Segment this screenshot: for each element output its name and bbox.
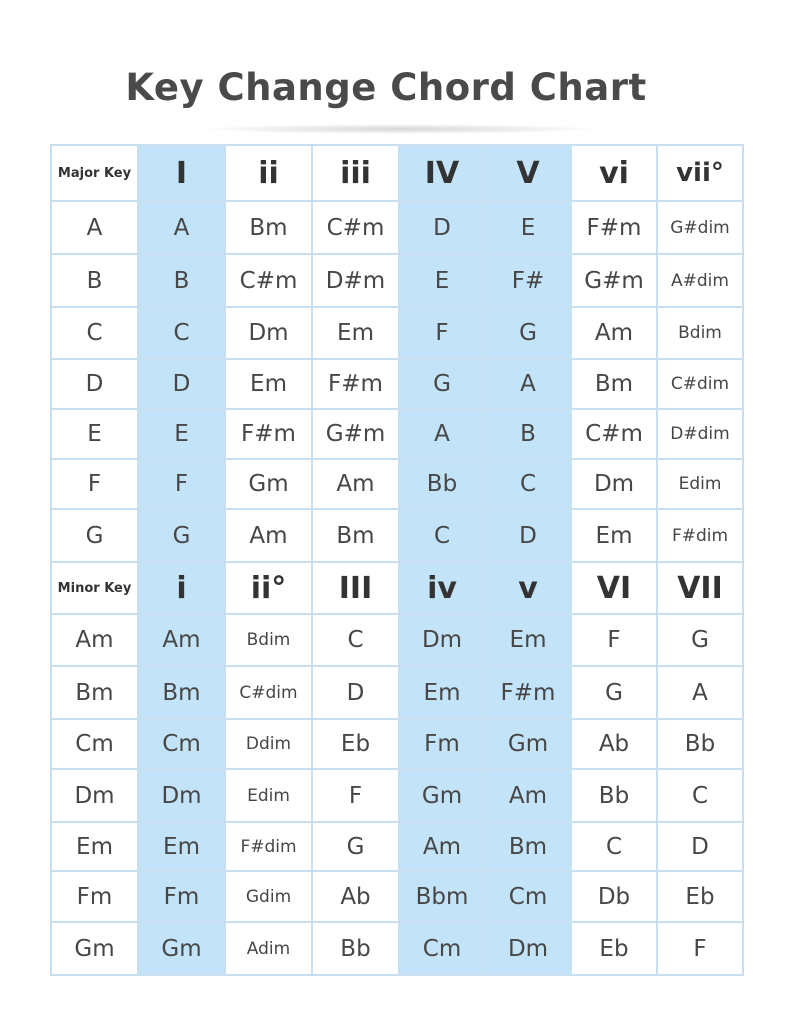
- chord-cell: Bdim: [657, 307, 743, 359]
- major-chord-row: [51, 254, 743, 307]
- chord-cell: F: [138, 459, 225, 509]
- chord-cell: E: [399, 254, 485, 307]
- chord-cell: C#dim: [657, 359, 743, 409]
- chord-cell: Dm: [571, 459, 657, 509]
- chord-cell: B: [485, 409, 571, 459]
- major-header-row: [51, 145, 743, 201]
- chord-cell: Am: [485, 769, 571, 822]
- chord-cell: G: [485, 307, 571, 359]
- chord-cell: Am: [225, 509, 312, 562]
- chord-cell: Fm: [399, 719, 485, 769]
- chord-cell: Em: [571, 509, 657, 562]
- minor-degree-header: VII: [657, 562, 743, 614]
- major-chord-row: [51, 307, 743, 359]
- major-key-cell: C: [51, 307, 138, 359]
- chord-cell: Gm: [485, 719, 571, 769]
- chord-cell: F: [657, 922, 743, 975]
- minor-degree-header: i: [138, 562, 225, 614]
- chord-cell: Bb: [571, 769, 657, 822]
- chord-cell: Gm: [399, 769, 485, 822]
- chord-cell: C: [485, 459, 571, 509]
- chord-cell: B: [138, 254, 225, 307]
- chord-cell: G: [138, 509, 225, 562]
- chord-cell: G: [312, 822, 399, 871]
- major-chord-row: [51, 509, 743, 562]
- minor-chord-row: [51, 666, 743, 719]
- page-title: Key Change Chord Chart: [125, 66, 647, 109]
- chord-cell: D: [138, 359, 225, 409]
- chord-cell: G#dim: [657, 201, 743, 254]
- chord-cell: D#m: [312, 254, 399, 307]
- minor-degree-header: ii°: [225, 562, 312, 614]
- chord-cell: Bb: [312, 922, 399, 975]
- major-degree-header: V: [485, 145, 571, 201]
- chord-cell: A#dim: [657, 254, 743, 307]
- chord-cell: Edim: [657, 459, 743, 509]
- chord-cell: Ddim: [225, 719, 312, 769]
- major-key-cell: E: [51, 409, 138, 459]
- chord-cell: C#dim: [225, 666, 312, 719]
- chord-cell: Ab: [571, 719, 657, 769]
- chord-cell: Em: [399, 666, 485, 719]
- minor-chord-row: [51, 719, 743, 769]
- major-degree-header: iii: [312, 145, 399, 201]
- chord-cell: Dm: [138, 769, 225, 822]
- minor-degree-header: VI: [571, 562, 657, 614]
- chord-cell: Dm: [485, 922, 571, 975]
- chord-cell: Edim: [225, 769, 312, 822]
- chord-cell: Fm: [138, 871, 225, 922]
- chord-cell: F#dim: [657, 509, 743, 562]
- chord-cell: E: [485, 201, 571, 254]
- minor-key-label: Minor Key: [51, 562, 138, 614]
- chord-cell: Bbm: [399, 871, 485, 922]
- chord-cell: F#: [485, 254, 571, 307]
- chord-cell: D: [312, 666, 399, 719]
- major-degree-header: vii°: [657, 145, 743, 201]
- chord-cell: C: [657, 769, 743, 822]
- chord-cell: F#dim: [225, 822, 312, 871]
- chord-cell: Em: [138, 822, 225, 871]
- chord-cell: D#dim: [657, 409, 743, 459]
- major-chord-row: [51, 459, 743, 509]
- chord-chart-table: [50, 144, 744, 976]
- minor-key-cell: Bm: [51, 666, 138, 719]
- minor-chord-row: [51, 922, 743, 975]
- major-chord-row: [51, 409, 743, 459]
- major-key-label: Major Key: [51, 145, 138, 201]
- minor-chord-row: [51, 614, 743, 666]
- chord-cell: Eb: [571, 922, 657, 975]
- chord-cell: Em: [312, 307, 399, 359]
- chord-cell: C#m: [571, 409, 657, 459]
- chord-cell: C: [399, 509, 485, 562]
- chord-cell: G: [399, 359, 485, 409]
- major-chord-row: [51, 359, 743, 409]
- chord-cell: A: [138, 201, 225, 254]
- chord-cell: C: [138, 307, 225, 359]
- minor-key-cell: Em: [51, 822, 138, 871]
- minor-degree-header: v: [485, 562, 571, 614]
- chord-cell: D: [399, 201, 485, 254]
- chord-cell: Bdim: [225, 614, 312, 666]
- major-degree-header: I: [138, 145, 225, 201]
- major-degree-header: vi: [571, 145, 657, 201]
- chord-cell: Db: [571, 871, 657, 922]
- minor-header-row: [51, 562, 743, 614]
- chord-cell: G: [571, 666, 657, 719]
- chord-cell: G#m: [571, 254, 657, 307]
- minor-key-cell: Am: [51, 614, 138, 666]
- chord-cell: Bb: [399, 459, 485, 509]
- chord-cell: E: [138, 409, 225, 459]
- chord-cell: Dm: [399, 614, 485, 666]
- chord-cell: Ab: [312, 871, 399, 922]
- chord-cell: Bm: [225, 201, 312, 254]
- major-key-cell: B: [51, 254, 138, 307]
- chord-cell: Gm: [225, 459, 312, 509]
- major-key-cell: G: [51, 509, 138, 562]
- chord-cell: Gm: [138, 922, 225, 975]
- chord-cell: F#m: [225, 409, 312, 459]
- chord-cell: C#m: [225, 254, 312, 307]
- minor-degree-header: III: [312, 562, 399, 614]
- chord-cell: F#m: [571, 201, 657, 254]
- chord-cell: A: [399, 409, 485, 459]
- chord-cell: Gdim: [225, 871, 312, 922]
- chord-cell: Em: [225, 359, 312, 409]
- chord-cell: Dm: [225, 307, 312, 359]
- major-degree-header: ii: [225, 145, 312, 201]
- chord-cell: C#m: [312, 201, 399, 254]
- chord-cell: G: [657, 614, 743, 666]
- chord-cell: F#m: [312, 359, 399, 409]
- title-underline-shadow: [200, 124, 600, 134]
- chord-cell: A: [485, 359, 571, 409]
- major-degree-header: IV: [399, 145, 485, 201]
- chord-cell: Bm: [138, 666, 225, 719]
- chord-cell: F: [312, 769, 399, 822]
- minor-key-cell: Gm: [51, 922, 138, 975]
- chord-cell: Adim: [225, 922, 312, 975]
- minor-key-cell: Dm: [51, 769, 138, 822]
- minor-chord-row: [51, 769, 743, 822]
- major-chord-row: [51, 201, 743, 254]
- chord-cell: Am: [571, 307, 657, 359]
- chord-cell: F#m: [485, 666, 571, 719]
- chord-cell: Cm: [485, 871, 571, 922]
- chord-cell: Am: [312, 459, 399, 509]
- chord-cell: F: [571, 614, 657, 666]
- minor-degree-header: iv: [399, 562, 485, 614]
- chord-cell: Cm: [138, 719, 225, 769]
- minor-chord-row: [51, 822, 743, 871]
- chord-cell: Am: [138, 614, 225, 666]
- major-key-cell: F: [51, 459, 138, 509]
- minor-chord-row: [51, 871, 743, 922]
- chord-cell: C: [571, 822, 657, 871]
- chord-cell: Bb: [657, 719, 743, 769]
- chord-cell: Em: [485, 614, 571, 666]
- chord-cell: F: [399, 307, 485, 359]
- major-key-cell: D: [51, 359, 138, 409]
- chord-cell: A: [657, 666, 743, 719]
- chord-cell: Am: [399, 822, 485, 871]
- chord-cell: Bm: [485, 822, 571, 871]
- chord-cell: D: [485, 509, 571, 562]
- chord-cell: Cm: [399, 922, 485, 975]
- chord-cell: D: [657, 822, 743, 871]
- major-key-cell: A: [51, 201, 138, 254]
- chord-cell: G#m: [312, 409, 399, 459]
- chord-cell: Eb: [312, 719, 399, 769]
- chord-cell: Eb: [657, 871, 743, 922]
- minor-key-cell: Fm: [51, 871, 138, 922]
- chord-cell: C: [312, 614, 399, 666]
- chord-cell: Bm: [312, 509, 399, 562]
- minor-key-cell: Cm: [51, 719, 138, 769]
- chord-cell: Bm: [571, 359, 657, 409]
